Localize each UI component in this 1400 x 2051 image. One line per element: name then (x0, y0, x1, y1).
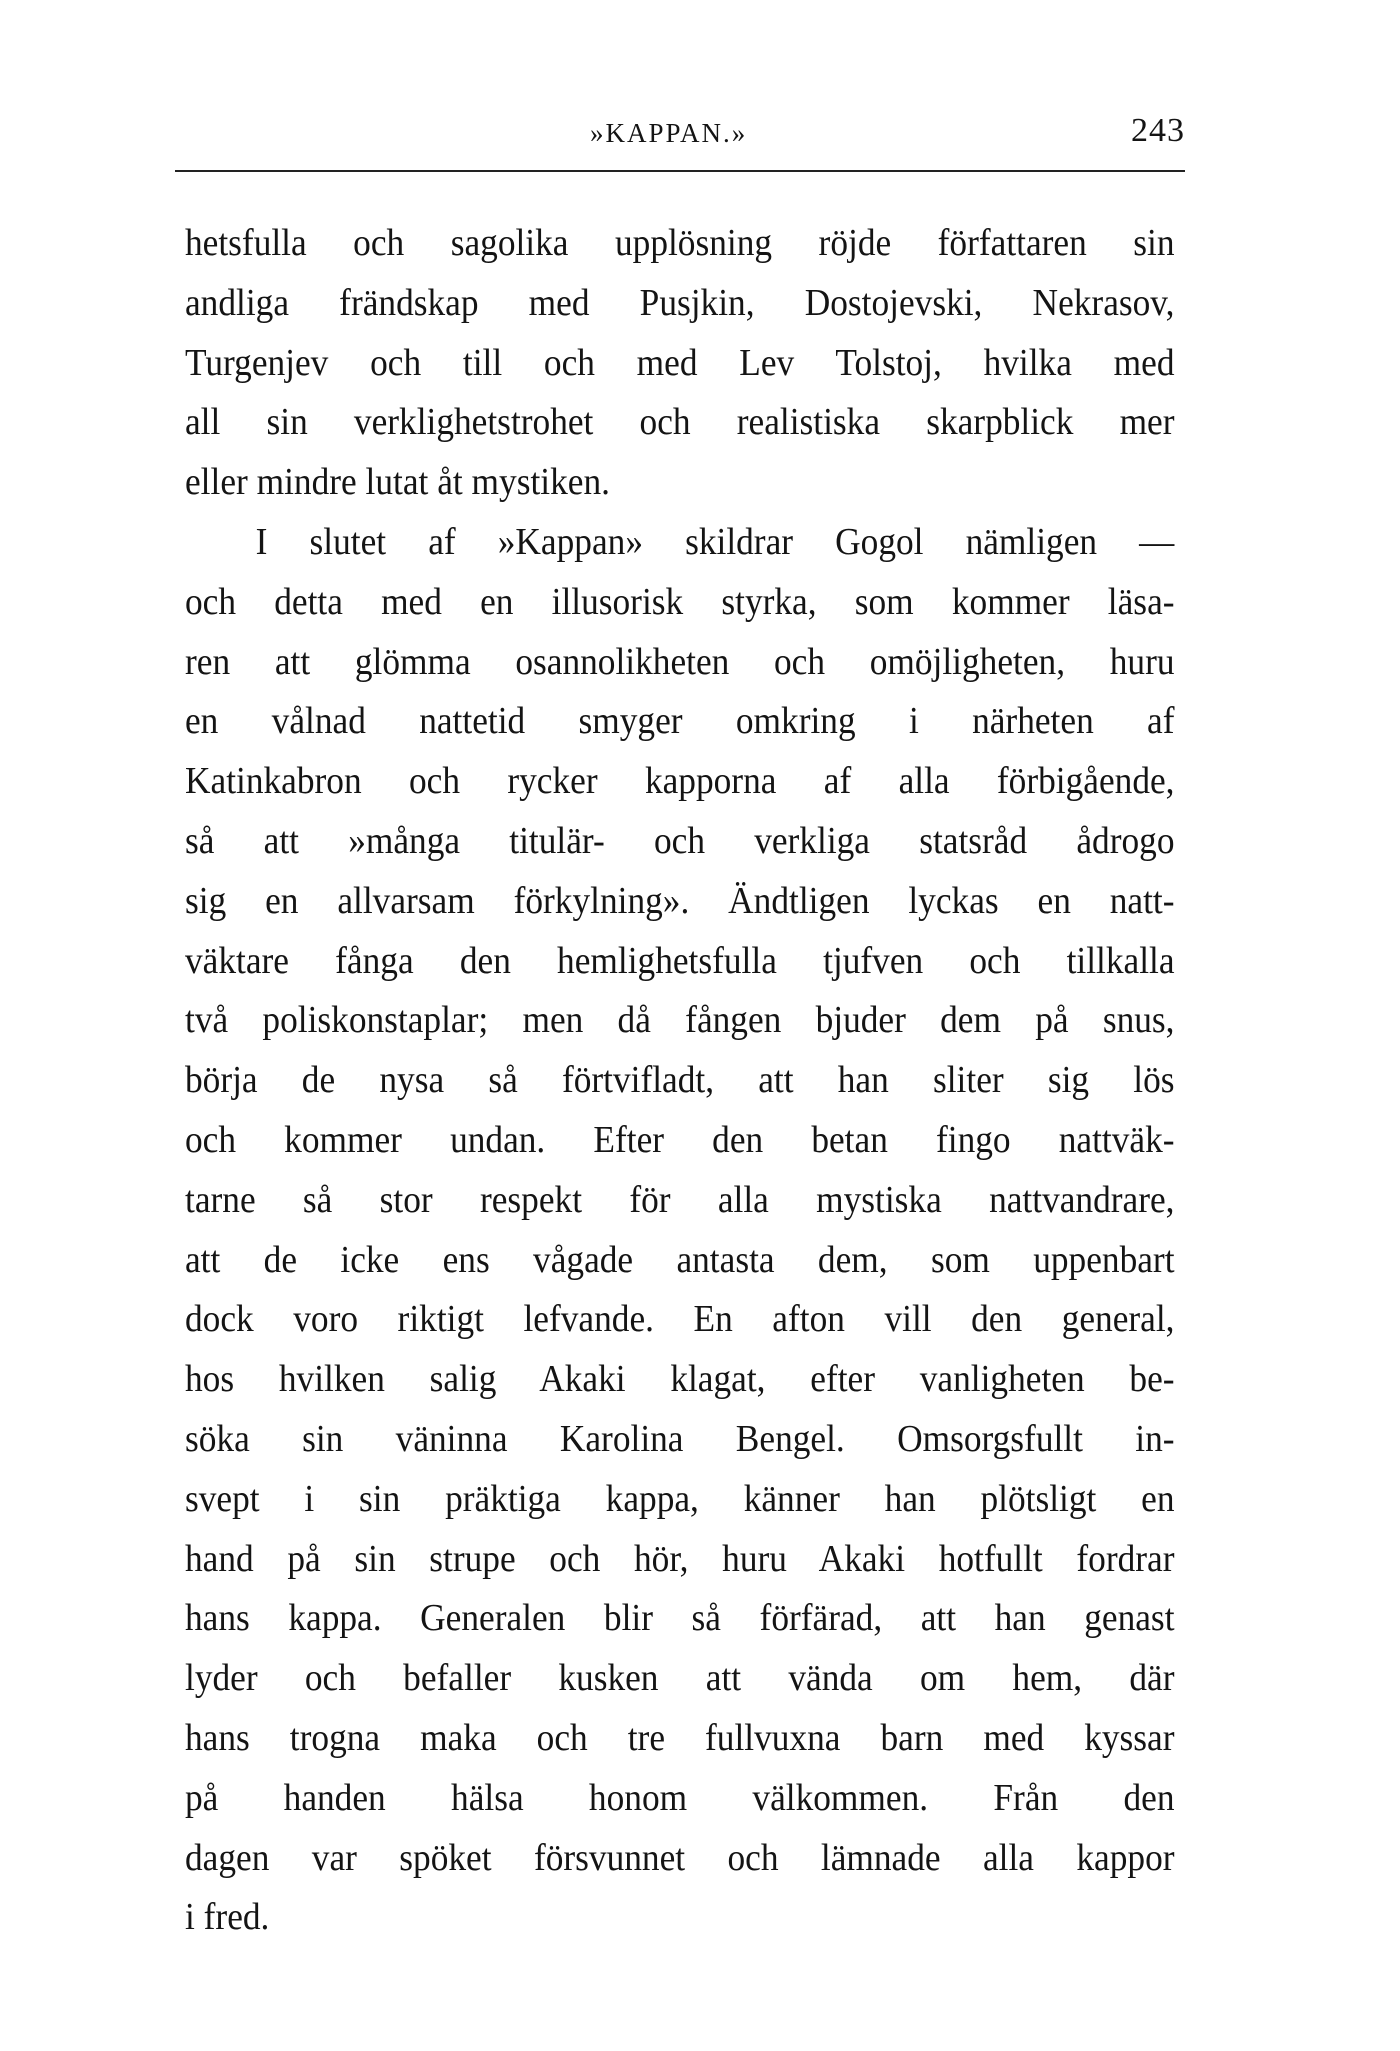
text-line: hetsfulla och sagolika upplösning röjde författaren sin (185, 222, 1175, 264)
body-text (185, 214, 1175, 1948)
text-line: ren att glömma osannolikheten och omöjligheten, huru (185, 640, 1175, 683)
text-line: hans kappa. Generalen blir så förfärad, att han genast (185, 1597, 1175, 1640)
text-line: tarne så stor respekt för alla mystiska nattvandrare, (185, 1178, 1175, 1221)
running-title: »KAPPAN.» (590, 118, 748, 148)
text-line: hans trogna maka och tre fullvuxna barn med kyssar (185, 1716, 1175, 1759)
text-line: på handen hälsa honom välkommen. Från den (185, 1776, 1175, 1819)
page-number: 243 (1131, 112, 1185, 149)
text-line: hand på sin strupe och hör, huru Akaki hotfullt fordrar (185, 1537, 1175, 1580)
text-line: dagen var spöket försvunnet och lämnade alla kappor (185, 1836, 1175, 1879)
text-line: hos hvilken salig Akaki klagat, efter vanligheten be- (185, 1358, 1175, 1401)
text-line: söka sin väninna Karolina Bengel. Omsorgsfullt in- (185, 1417, 1175, 1460)
running-head (175, 112, 1185, 162)
text-line: två poliskonstaplar; men då fången bjuder dem på snus, (185, 999, 1175, 1042)
text-line: en vålnad nattetid smyger omkring i närheten af (185, 700, 1175, 743)
text-line: sig en allvarsam förkylning». Ändtligen lyckas en natt- (185, 879, 1175, 922)
text-line: Turgenjev och till och med Lev Tolstoj, hvilka med (185, 341, 1175, 384)
text-line: all sin verklighetstrohet och realistiska skarpblick mer (185, 401, 1175, 444)
text-line: eller mindre lutat åt mystiken. (185, 461, 610, 504)
text-line: så att »många titulär- och verkliga statsråd ådrogo (185, 819, 1175, 862)
header-rule (175, 170, 1185, 172)
text-line: väktare fånga den hemlighetsfulla tjufven och tillkalla (185, 939, 1175, 982)
text-line: och kommer undan. Efter den betan fingo nattväk- (185, 1118, 1175, 1161)
text-line: i fred. (185, 1896, 270, 1939)
text-line: och detta med en illusorisk styrka, som kommer läsa- (185, 580, 1175, 623)
text-line: dock voro riktigt lefvande. En afton vill den general, (185, 1298, 1175, 1341)
text-line: I slutet af »Kappan» skildrar Gogol nämligen — (255, 520, 1175, 563)
text-line: att de icke ens vågade antasta dem, som uppenbart (185, 1238, 1175, 1281)
text-line: Katinkabron och rycker kapporna af alla förbigående, (185, 760, 1175, 803)
text-line: börja de nysa så förtvifladt, att han sliter sig lös (185, 1059, 1175, 1102)
text-line: svept i sin präktiga kappa, känner han plötsligt en (185, 1477, 1175, 1520)
text-line: andliga frändskap med Pusjkin, Dostojevski, Nekrasov, (185, 281, 1175, 324)
text-line: lyder och befaller kusken att vända om hem, där (185, 1657, 1175, 1700)
